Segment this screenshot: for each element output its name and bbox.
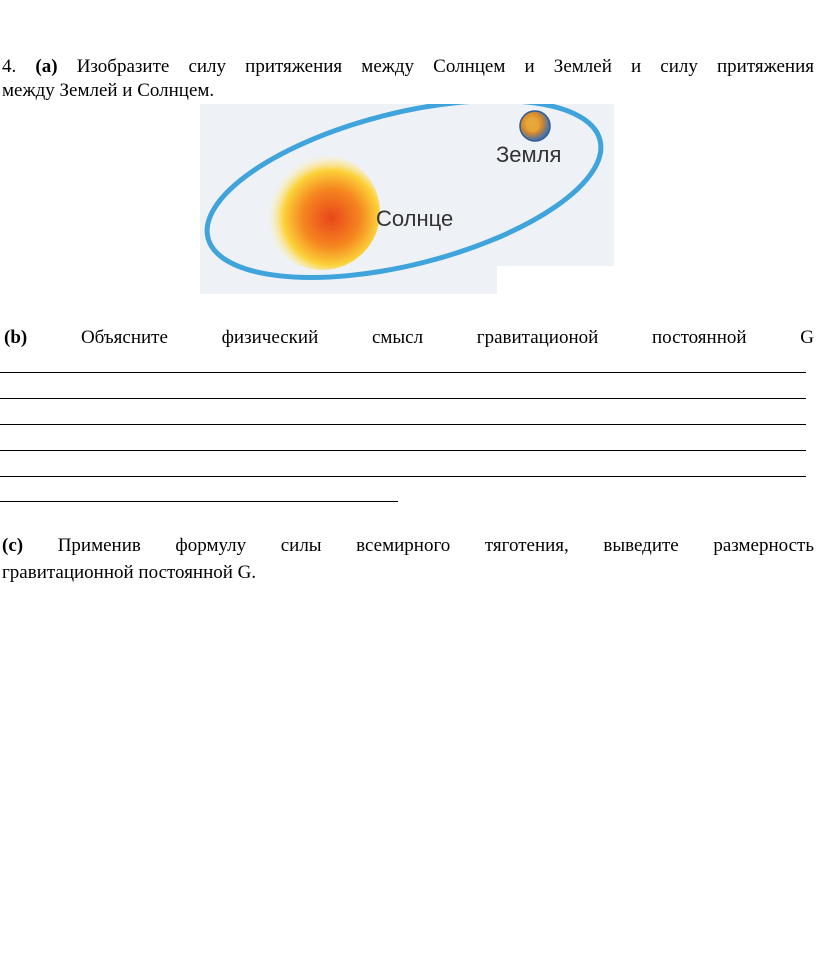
sun-label: Солнце	[376, 206, 454, 231]
task-c-text-1: Применив формулу силы всемирного тяготения, выведите размерность	[57, 535, 814, 556]
task-c-line-2	[2, 561, 814, 585]
task-b-line	[4, 326, 814, 350]
answer-line[interactable]	[0, 476, 806, 477]
task-b-word: постоянной	[652, 327, 747, 348]
sun	[264, 154, 380, 270]
answer-line[interactable]	[0, 424, 806, 425]
task-b-word: гравитационой	[476, 327, 599, 348]
task-b-word: Объясните	[80, 327, 168, 348]
task-b-word: G	[800, 327, 814, 348]
task-a-text-1: Изобразите силу притяжения между Солнцем и Землей и силу притяжения	[76, 56, 815, 77]
task-number: 4.	[2, 56, 17, 77]
answer-line[interactable]	[0, 501, 398, 502]
orbit-diagram	[200, 104, 614, 294]
task-a-label: (a)	[35, 56, 58, 77]
task-a-text-2: между Землей и Солнцем.	[2, 80, 215, 101]
answer-line[interactable]	[0, 450, 806, 451]
answer-line[interactable]	[0, 372, 806, 373]
earth-label: Земля	[496, 142, 562, 167]
task-b-label: (b)	[4, 327, 28, 348]
answer-line[interactable]	[0, 398, 806, 399]
task-b-word: физический	[221, 327, 319, 348]
figure-corner-blank	[497, 266, 614, 294]
task-c-text-2: гравитационной постоянной G.	[2, 562, 257, 583]
task-c-label: (c)	[2, 535, 24, 556]
task-a-line-2	[2, 79, 814, 103]
task-b-word: смысл	[371, 327, 424, 348]
sun-earth-figure	[200, 104, 614, 294]
task-c-line-1	[2, 534, 814, 558]
task-a-line-1	[2, 55, 814, 79]
